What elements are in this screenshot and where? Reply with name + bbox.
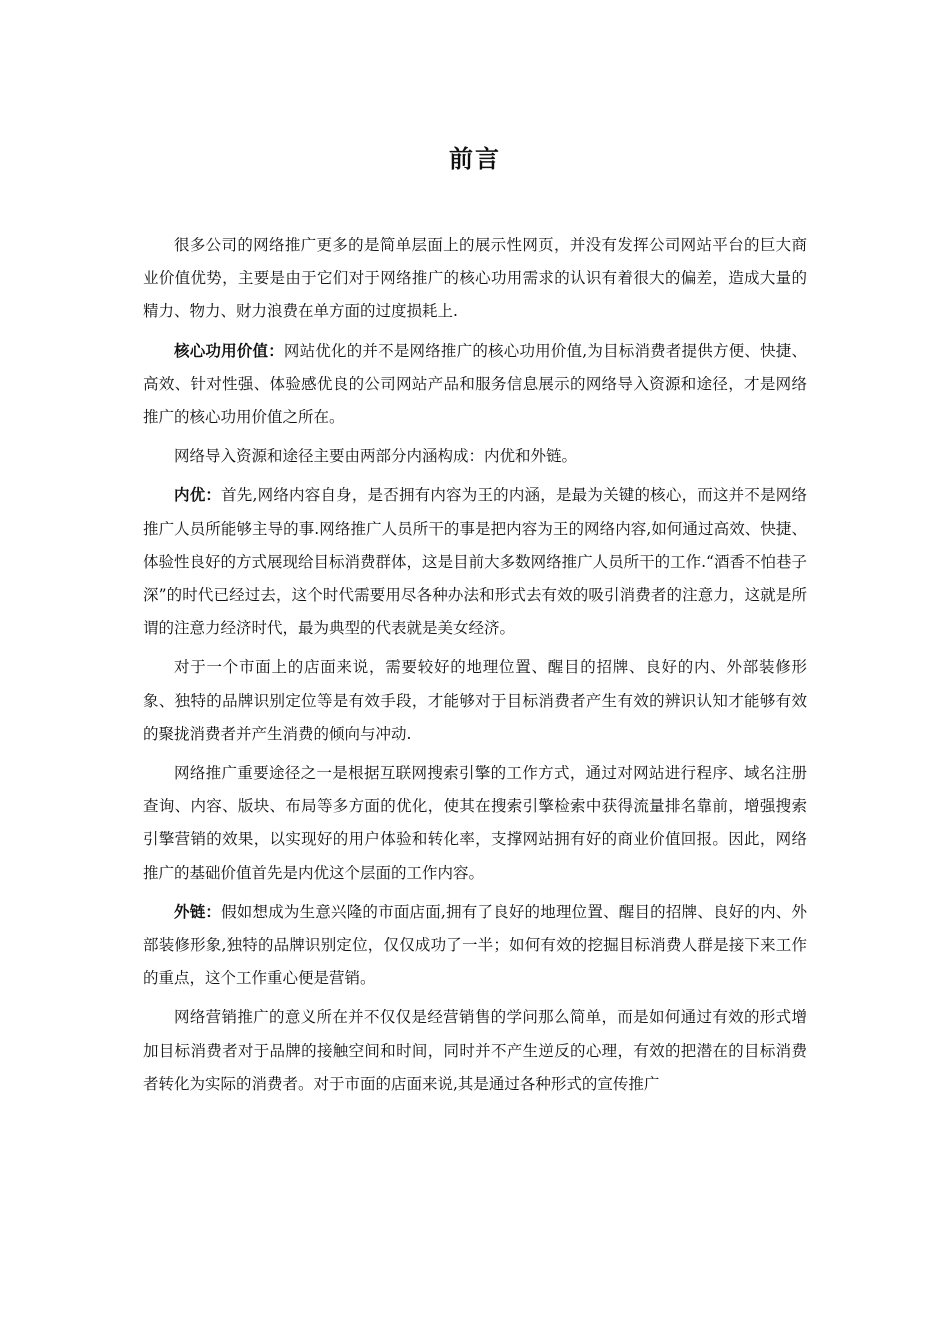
paragraph-text: 网络导入资源和途径主要由两部分内涵构成：内优和外链。 [174, 447, 578, 466]
paragraph-external-links [143, 896, 807, 996]
paragraph-seo [143, 757, 807, 890]
paragraph-intro [143, 229, 807, 329]
paragraph-marketing-meaning [143, 1001, 807, 1101]
paragraph-core-value [143, 335, 807, 435]
paragraph-text: 网络推广重要途径之一是根据互联网搜索引擎的工作方式，通过对网站进行程序、域名注册查询、内容、版块、布局等多方面的优化，使其在搜索引擎检索中获得流量排名靠前，增强搜索引擎营销的效果，以实现好的用户体验和转化率，支撑网站拥有好的商业价值回报。因此，网络推广的基础价值首先是内优这个层面的工作内容。 [143, 764, 807, 882]
document-body [143, 229, 807, 1107]
paragraph-text: 网站优化的并不是网络推广的核心功用价值,为目标消费者提供方便、快捷、高效、针对性强、体验感优良的公司网站产品和服务信息展示的网络导入资源和途径，才是网络推广的核心功用价值之所在。 [143, 341, 807, 427]
paragraph-resources [143, 440, 807, 473]
paragraph-internal-optimization [143, 479, 807, 645]
paragraph-text: 网络营销推广的意义所在并不仅仅是经营销售的学问那么简单，而是如何通过有效的形式增加目标消费者对于品牌的接触空间和时间，同时并不产生逆反的心理，有效的把潜在的目标消费者转化为实际的消费者。对于市面的店面来说,其是通过各种形式的宣传推广 [143, 1008, 807, 1093]
paragraph-storefront [143, 651, 807, 751]
page-title: 前言 [449, 145, 501, 173]
paragraph-text: 对于一个市面上的店面来说，需要较好的地理位置、醒目的招牌、良好的内、外部装修形象、独特的品牌识别定位等是有效手段，才能够对于目标消费者产生有效的辨识认知才能够有效的聚拢消费者并产生消费的倾向与冲动. [143, 658, 807, 743]
paragraph-lead: 内优： [174, 486, 222, 505]
paragraph-text: 首先,网络内容自身，是否拥有内容为王的内涵，是最为关键的核心，而这并不是网络推广人员所能够主导的事.网络推广人员所干的事是把内容为王的网络内容,如何通过高效、快捷、体验性良好的方式展现给目标消费群体，这是目前大多数网络推广人员所干的工作.“酒香不怕巷子深”的时代已经过去，这个时代需要用尽各种办法和形式去有效的吸引消费者的注意力，这就是所谓的注意力经济时代，最为典型的代表就是美女经济。 [143, 486, 807, 638]
paragraph-text: 很多公司的网络推广更多的是简单层面上的展示性网页，并没有发挥公司网站平台的巨大商业价值优势，主要是由于它们对于网络推广的核心功用需求的认识有着很大的偏差，造成大量的精力、物力、财力浪费在单方面的过度损耗上. [143, 236, 807, 321]
paragraph-text: 假如想成为生意兴隆的市面店面,拥有了良好的地理位置、醒目的招牌、良好的内、外部装修形象,独特的品牌识别定位，仅仅成功了一半；如何有效的挖掘目标消费人群是接下来工作的重点，这个工作重心便是营销。 [143, 902, 807, 988]
paragraph-lead: 核心功用价值： [174, 341, 284, 360]
paragraph-lead: 外链： [174, 902, 222, 921]
